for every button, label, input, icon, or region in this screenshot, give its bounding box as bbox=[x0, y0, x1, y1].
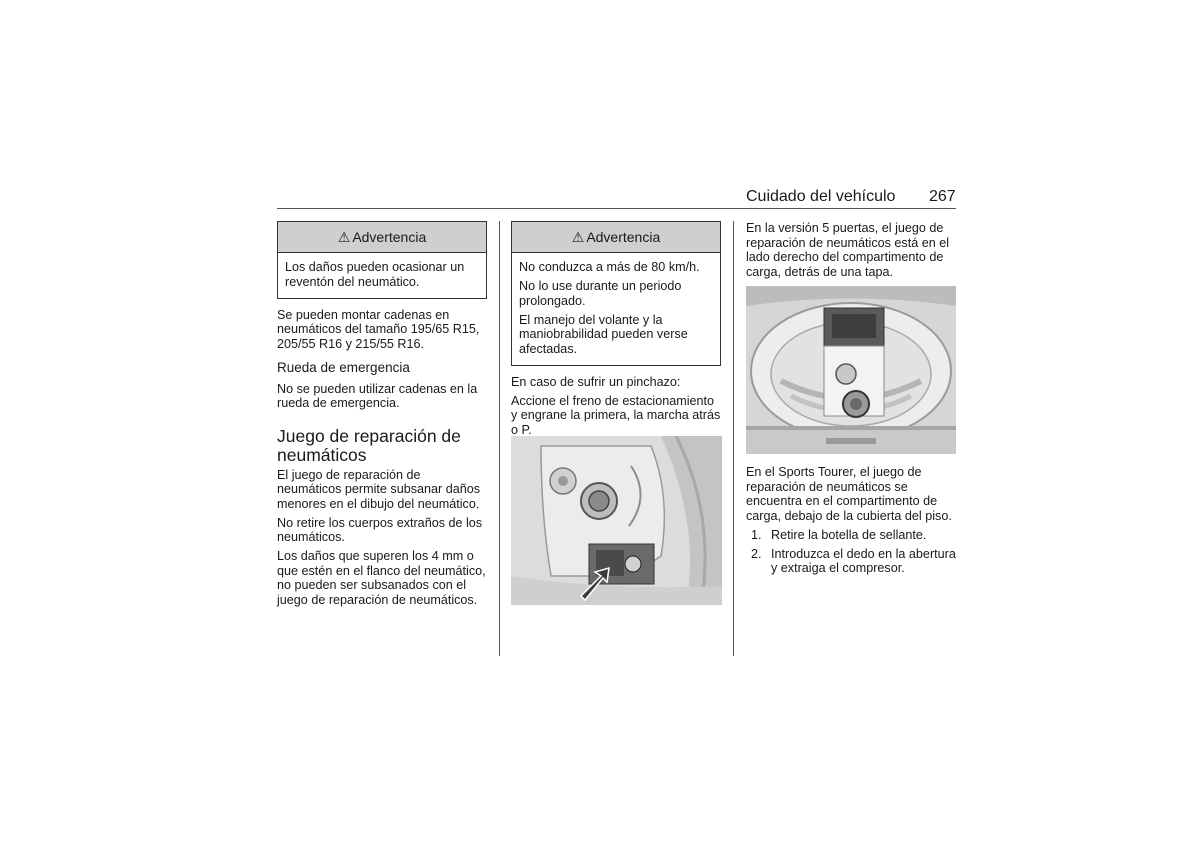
warning-body bbox=[512, 253, 720, 365]
warning-item: No lo use durante un periodo prolongado. bbox=[519, 279, 682, 308]
page-number: 267 bbox=[929, 188, 956, 205]
warning-triangle-icon: ⚠ bbox=[571, 228, 585, 245]
paragraph: No se pueden utilizar cadenas en la rueda de emergencia. bbox=[277, 381, 478, 410]
column-divider-1 bbox=[499, 221, 500, 656]
step-text: Introduzca el dedo en la abertura y extraiga el compresor. bbox=[771, 546, 956, 575]
warning-title: Advertencia bbox=[352, 228, 427, 245]
paragraph: En la versión 5 puertas, el juego de reparación de neumáticos está en el lado derecho del compartimento de carga, detrás de una tapa. bbox=[746, 221, 950, 279]
trunk-side-photo bbox=[511, 436, 722, 605]
column-2 bbox=[511, 221, 721, 442]
column-1 bbox=[277, 221, 487, 612]
paragraph: Accione el freno de estacionamiento y engrane la primera, la marcha atrás o P. bbox=[511, 393, 721, 437]
paragraph: En caso de sufrir un pinchazo: bbox=[511, 374, 681, 389]
warning-item: No conduzca a más de 80 km/h. bbox=[519, 260, 700, 274]
warning-item: El manejo del volante y la maniobrabilidad pueden verse afectadas. bbox=[519, 312, 688, 356]
paragraph: Los daños que superen los 4 mm o que estén en el flanco del neumático, no pueden ser subsanados con el juego de reparación de neumáticos. bbox=[277, 549, 486, 607]
steps-list bbox=[746, 528, 956, 576]
column-divider-2 bbox=[733, 221, 734, 656]
paragraph: No retire los cuerpos extraños de los neumáticos. bbox=[277, 515, 483, 544]
warning-box bbox=[277, 221, 487, 299]
section-title: Cuidado del vehículo bbox=[746, 188, 896, 205]
step-number: 1. bbox=[751, 527, 762, 542]
header-rule bbox=[277, 208, 956, 209]
warning-header bbox=[278, 222, 486, 253]
subheading: Rueda de emergencia bbox=[277, 360, 410, 375]
paragraph: El juego de reparación de neumáticos permite subsanar daños menores en el dibujo del neumático. bbox=[277, 467, 481, 511]
cargo-floor-photo bbox=[746, 286, 956, 454]
list-item bbox=[746, 547, 956, 576]
column-3-lower bbox=[746, 465, 956, 580]
warning-text: Los daños pueden ocasionar un reventón del neumático. bbox=[285, 260, 465, 289]
warning-box bbox=[511, 221, 721, 366]
trunk-side-illustration bbox=[511, 436, 722, 605]
column-3 bbox=[746, 221, 956, 284]
section-heading: Juego de reparación de neumáticos bbox=[277, 425, 461, 465]
step-number: 2. bbox=[751, 546, 762, 561]
paragraph: En el Sports Tourer, el juego de reparación de neumáticos se encuentra en el compartimento de carga, debajo de la cubierta del piso. bbox=[746, 465, 952, 523]
warning-title: Advertencia bbox=[586, 228, 661, 245]
list-item bbox=[746, 528, 956, 543]
cargo-floor-illustration bbox=[746, 286, 956, 454]
step-text: Retire la botella de sellante. bbox=[771, 527, 927, 542]
paragraph: Se pueden montar cadenas en neumáticos del tamaño 195/65 R15, 205/55 R16 y 215/55 R16. bbox=[277, 307, 480, 351]
warning-header bbox=[512, 222, 720, 253]
warning-body bbox=[278, 253, 486, 298]
warning-triangle-icon: ⚠ bbox=[337, 228, 351, 245]
